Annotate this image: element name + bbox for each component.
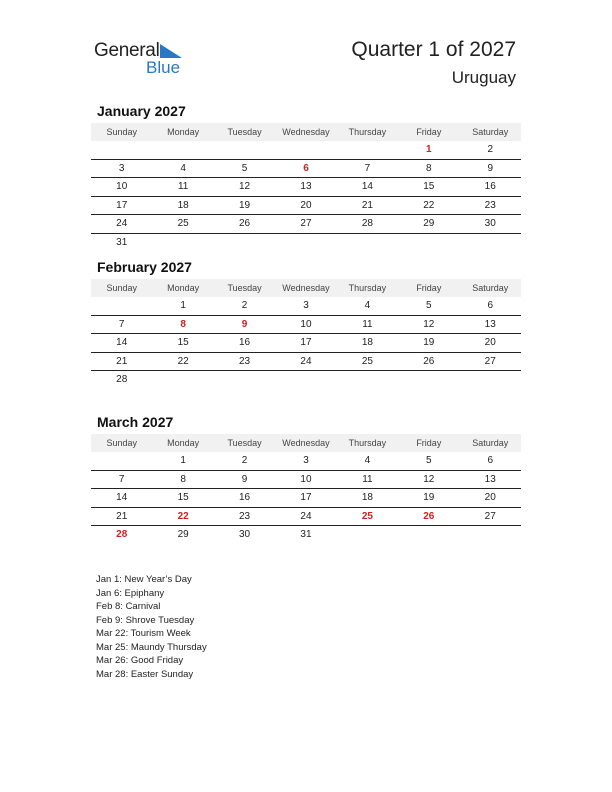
day-cell [275, 234, 336, 252]
day-cell: 12 [238, 181, 251, 192]
day-cell: 5 [426, 300, 432, 311]
day-cell: 31 [300, 529, 312, 540]
weekday-header-row [91, 434, 521, 452]
day-cell: 3 [303, 455, 309, 466]
weekday-header-row [91, 123, 521, 141]
week-row [91, 526, 521, 544]
month-january [91, 102, 521, 251]
day-cell: 22 [423, 199, 435, 211]
day-cell [214, 234, 275, 252]
day-cell: 6 [487, 300, 494, 311]
day-cell [152, 371, 213, 389]
day-cell: 4 [364, 300, 371, 311]
day-cell: 28 [116, 374, 128, 385]
day-cell: 26 [423, 510, 435, 522]
day-cell: 27 [484, 510, 496, 522]
day-cell [337, 371, 398, 389]
weekday-label: Thursday [348, 438, 387, 448]
holiday-note: Mar 28: Easter Sunday [96, 668, 194, 680]
day-cell: 15 [177, 492, 189, 503]
day-cell [275, 371, 336, 389]
day-cell: 15 [423, 181, 435, 192]
weekday-label: Saturday [472, 127, 509, 137]
day-cell [460, 526, 521, 544]
weekday-label: Tuesday [227, 127, 262, 137]
week-row [91, 160, 521, 179]
day-cell: 29 [423, 218, 435, 229]
page-title: Quarter 1 of 2027 [351, 38, 516, 61]
holiday-note: Jan 6: Epiphany [96, 587, 165, 599]
weekday-label: Monday [167, 283, 200, 293]
weekday-label: Friday [416, 283, 442, 293]
weekday-label: Thursday [348, 127, 387, 137]
weekday-label: Wednesday [282, 283, 330, 293]
day-cell: 11 [362, 473, 373, 485]
weekday-label: Wednesday [282, 127, 330, 137]
day-cell: 21 [116, 510, 128, 522]
day-cell: 10 [300, 473, 312, 485]
weekday-label: Thursday [348, 283, 387, 293]
day-cell: 17 [300, 492, 312, 503]
day-cell: 13 [300, 181, 312, 192]
day-cell: 11 [362, 318, 373, 330]
weekday-label: Sunday [106, 283, 137, 293]
week-row [91, 489, 521, 508]
day-cell: 20 [484, 337, 496, 348]
holiday-note: Feb 8: Carnival [96, 601, 161, 612]
weekday-label: Monday [167, 127, 200, 137]
day-cell: 17 [116, 199, 128, 211]
week-row [91, 234, 521, 252]
day-cell: 16 [238, 492, 251, 503]
day-cell: 28 [361, 218, 373, 229]
week-row [91, 508, 521, 527]
day-cell: 17 [300, 337, 312, 348]
weekday-label: Friday [416, 127, 442, 137]
day-cell: 30 [484, 218, 496, 229]
week-row [91, 297, 521, 316]
day-cell: 27 [484, 355, 496, 367]
day-cell: 26 [423, 355, 435, 367]
day-cell [214, 141, 275, 159]
weekday-label: Saturday [472, 438, 509, 448]
day-cell [91, 141, 152, 159]
day-cell: 12 [423, 473, 435, 485]
day-cell [337, 234, 398, 252]
day-cell [337, 141, 398, 159]
week-row [91, 353, 521, 372]
day-cell: 31 [116, 236, 128, 248]
day-cell: 23 [238, 355, 251, 367]
day-cell: 18 [361, 492, 373, 503]
day-cell: 9 [241, 318, 248, 330]
day-cell [152, 141, 213, 159]
day-cell: 27 [300, 218, 312, 229]
country-name: Uruguay [451, 68, 516, 87]
day-cell: 2 [241, 300, 248, 311]
day-cell [275, 141, 336, 159]
week-row [91, 215, 521, 234]
day-cell: 1 [180, 300, 186, 311]
day-cell: 1 [426, 144, 432, 155]
month-march [91, 413, 521, 544]
weekday-label: Wednesday [282, 438, 330, 448]
week-row [91, 334, 521, 353]
month-title: February 2027 [97, 259, 192, 275]
day-cell [398, 526, 459, 544]
holiday-note: Feb 9: Shrove Tuesday [96, 614, 195, 626]
holiday-list [96, 573, 207, 681]
day-cell: 13 [484, 318, 496, 330]
day-cell [91, 297, 152, 315]
logo-word-general: General [94, 40, 160, 61]
day-cell: 24 [300, 510, 312, 522]
day-cell: 14 [116, 337, 128, 348]
weekday-label: Monday [167, 438, 200, 448]
day-cell: 29 [177, 529, 189, 540]
day-cell: 20 [300, 199, 312, 211]
day-cell [398, 371, 459, 389]
weekday-label: Sunday [106, 127, 137, 137]
day-cell: 9 [487, 162, 494, 174]
day-cell: 1 [180, 455, 186, 466]
day-cell: 7 [118, 473, 125, 485]
day-cell: 23 [238, 510, 251, 522]
day-cell: 8 [180, 318, 186, 330]
day-cell: 21 [361, 199, 373, 211]
day-cell [460, 371, 521, 389]
weekday-label: Tuesday [227, 438, 262, 448]
day-cell: 3 [303, 300, 309, 311]
day-cell: 7 [118, 318, 125, 330]
month-title: January 2027 [97, 103, 186, 119]
day-cell: 12 [423, 318, 435, 330]
day-cell [214, 371, 275, 389]
week-row [91, 141, 521, 160]
day-cell: 13 [484, 473, 496, 485]
day-cell: 8 [180, 473, 186, 485]
holiday-note: Jan 1: New Year’s Day [96, 574, 192, 585]
week-row [91, 178, 521, 197]
month-title: March 2027 [97, 414, 174, 430]
day-cell [460, 234, 521, 252]
day-cell: 4 [180, 162, 186, 174]
month-february [91, 258, 521, 389]
day-cell: 11 [177, 181, 189, 192]
day-cell: 5 [241, 162, 248, 174]
day-cell: 20 [484, 492, 496, 503]
day-cell: 14 [116, 492, 128, 503]
day-cell: 19 [238, 199, 251, 211]
day-cell: 5 [426, 455, 432, 466]
weekday-header-row [91, 279, 521, 297]
day-cell: 16 [238, 337, 251, 348]
day-cell: 30 [238, 529, 251, 540]
day-cell: 24 [116, 218, 128, 229]
day-cell: 25 [177, 218, 189, 229]
day-cell: 9 [241, 473, 248, 485]
logo-triangle-icon [160, 44, 182, 58]
day-cell: 6 [303, 162, 309, 174]
day-cell: 15 [177, 337, 189, 348]
day-cell [337, 526, 398, 544]
day-cell: 4 [364, 455, 371, 466]
day-cell: 7 [364, 162, 371, 174]
day-cell [91, 452, 152, 470]
day-cell: 2 [241, 455, 248, 466]
holiday-note: Mar 26: Good Friday [96, 655, 184, 666]
day-cell: 10 [116, 181, 128, 192]
day-cell [152, 234, 213, 252]
weekday-label: Friday [416, 438, 442, 448]
day-cell: 18 [361, 337, 373, 348]
day-cell: 24 [300, 355, 312, 367]
day-cell: 23 [484, 199, 496, 211]
day-cell: 28 [116, 529, 128, 540]
day-cell: 26 [238, 218, 251, 229]
day-cell: 8 [426, 162, 432, 174]
day-cell: 19 [423, 492, 435, 503]
day-cell: 16 [484, 181, 496, 192]
day-cell: 14 [361, 181, 373, 192]
day-cell: 22 [177, 355, 189, 367]
day-cell: 21 [116, 355, 128, 367]
week-row [91, 452, 521, 471]
day-cell: 6 [487, 455, 494, 466]
day-cell: 25 [361, 355, 373, 367]
holiday-note: Mar 22: Tourism Week [96, 628, 191, 639]
day-cell [398, 234, 459, 252]
weekday-label: Saturday [472, 283, 509, 293]
generalblue-logo [94, 40, 194, 80]
week-row [91, 371, 521, 389]
weekday-label: Sunday [106, 438, 137, 448]
day-cell: 19 [423, 337, 435, 348]
week-row [91, 316, 521, 335]
logo-word-blue: Blue [146, 58, 181, 77]
day-cell: 25 [361, 510, 373, 522]
weekday-label: Tuesday [227, 283, 262, 293]
holiday-note: Mar 25: Maundy Thursday [96, 641, 207, 653]
day-cell: 3 [118, 162, 125, 174]
week-row [91, 471, 521, 490]
day-cell: 10 [300, 318, 312, 330]
day-cell: 22 [177, 510, 189, 522]
day-cell: 2 [487, 144, 494, 155]
week-row [91, 197, 521, 216]
day-cell: 18 [177, 199, 189, 211]
